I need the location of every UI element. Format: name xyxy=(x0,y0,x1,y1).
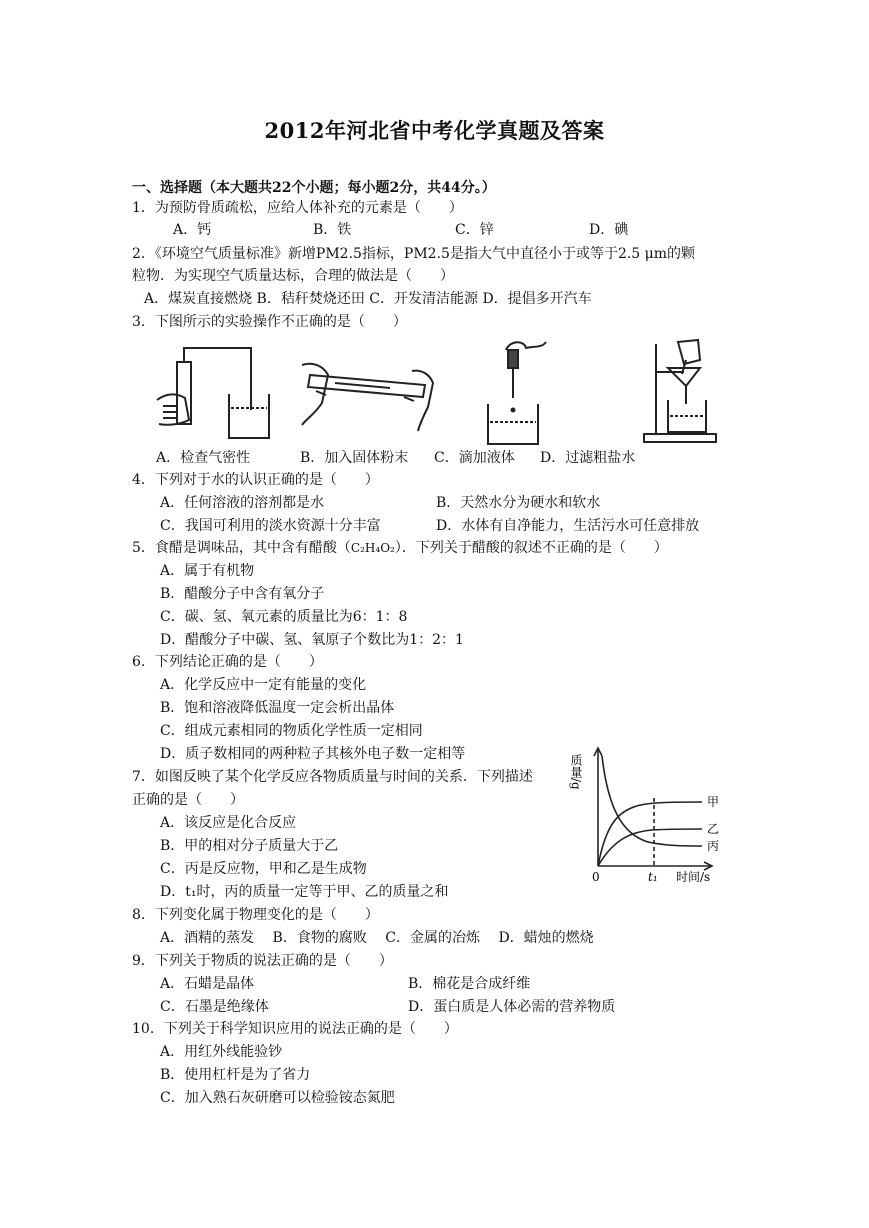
q5-stem-pre: 5．食醋是调味品，其中含有醋酸（ xyxy=(132,540,351,556)
q7-option-c: C．丙是反应物，甲和乙是生成物 xyxy=(160,861,367,877)
q5-stem xyxy=(132,538,668,558)
q5-option-a: A．属于有机物 xyxy=(160,563,255,579)
q5-formula: C₂H₄O₂ xyxy=(350,541,395,555)
filtration-figure xyxy=(640,338,730,446)
q10-option-a: A．用红外线能验钞 xyxy=(160,1044,283,1060)
q6-option-c: C．组成元素相同的物质化学性质一定相同 xyxy=(160,723,423,739)
q1-option-a: A．钙 xyxy=(173,222,212,238)
q9-option-b: B．棉花是合成纤维 xyxy=(408,976,531,992)
add-solid-powder-figure xyxy=(300,355,435,435)
q2-options: A．煤炭直接燃烧 B．秸秆焚烧还田 C．开发清洁能源 D．提倡多开汽车 xyxy=(144,291,592,307)
graph-origin: 0 xyxy=(592,870,600,884)
q2-stem-line2: 粒物．为实现空气质量达标，合理的做法是（ ） xyxy=(132,268,454,284)
q6-stem: 6．下列结论正确的是（ ） xyxy=(132,654,323,670)
q3-option-d: D．过滤粗盐水 xyxy=(540,450,636,466)
series-jia-label: 甲 xyxy=(707,795,720,809)
q10-stem: 10．下列关于科学知识应用的说法正确的是（ ） xyxy=(132,1021,458,1037)
q5-option-c: C．碳、氢、氧元素的质量比为6：1：8 xyxy=(160,609,408,625)
mass-time-graph xyxy=(569,738,732,890)
q7-stem-line1: 7．如图反映了某个化学反应各物质质量与时间的关系．下列描述 xyxy=(132,769,533,785)
q5-option-d: D．醋酸分子中碳、氢、氧原子个数比为1：2：1 xyxy=(160,632,464,648)
q3-option-c: C．滴加液体 xyxy=(434,450,515,466)
q1-option-d: D．碘 xyxy=(589,222,629,238)
graph-ylabel: 质量/g xyxy=(569,754,583,790)
q6-option-d: D．质子数相同的两种粒子其核外电子数一定相等 xyxy=(160,746,466,762)
q7-option-d: D．t₁时，丙的质量一定等于甲、乙的质量之和 xyxy=(160,884,449,900)
page-title: 2012年河北省中考化学真题及答案 xyxy=(264,118,605,143)
series-yi-label: 乙 xyxy=(707,822,720,836)
q10-option-c: C．加入熟石灰研磨可以检验铵态氮肥 xyxy=(160,1090,395,1106)
q9-option-a: A．石蜡是晶体 xyxy=(160,976,255,992)
q4-option-a: A．任何溶液的溶剂都是水 xyxy=(160,495,325,511)
graph-xlabel: 时间/s xyxy=(676,870,711,884)
q3-stem: 3．下图所示的实验操作不正确的是（ ） xyxy=(132,314,407,330)
section-heading: 一、选择题（本大题共22个小题；每小题2分，共44分。） xyxy=(132,180,496,196)
q5-stem-post: ）．下列关于醋酸的叙述不正确的是（ ） xyxy=(394,540,668,556)
q8-stem: 8．下列变化属于物理变化的是（ ） xyxy=(132,907,379,923)
q9-option-d: D．蛋白质是人体必需的营养物质 xyxy=(408,999,616,1015)
q7-option-b: B．甲的相对分子质量大于乙 xyxy=(160,838,339,854)
q8-options: A．酒精的蒸发 B．食物的腐败 C．金属的冶炼 D．蜡烛的燃烧 xyxy=(160,930,594,946)
q7-stem-line2: 正确的是（ ） xyxy=(132,792,244,808)
q4-option-c: C．我国可利用的淡水资源十分丰富 xyxy=(160,518,381,534)
q4-stem: 4．下列对于水的认识正确的是（ ） xyxy=(132,472,379,488)
graph-t1-label: t₁ xyxy=(648,870,658,884)
q5-option-b: B．醋酸分子中含有氧分子 xyxy=(160,586,325,602)
q1-stem: 1．为预防骨质疏松，应给人体补充的元素是（ ） xyxy=(132,200,463,216)
q10-option-b: B．使用杠杆是为了省力 xyxy=(160,1067,311,1083)
q7-option-a: A．该反应是化合反应 xyxy=(160,815,297,831)
q6-option-b: B．饱和溶液降低温度一定会析出晶体 xyxy=(160,700,395,716)
q9-stem: 9．下列关于物质的说法正确的是（ ） xyxy=(132,953,393,969)
airtightness-check-figure xyxy=(155,340,275,445)
q9-option-c: C．石墨是绝缘体 xyxy=(160,999,269,1015)
q6-option-a: A．化学反应中一定有能量的变化 xyxy=(160,677,367,693)
q1-option-c: C．锌 xyxy=(455,222,494,238)
series-yi-line xyxy=(598,829,702,866)
series-bing-line xyxy=(602,756,702,846)
q3-option-a: A．检查气密性 xyxy=(156,450,251,466)
q1-option-b: B．铁 xyxy=(313,222,352,238)
series-bing-label: 丙 xyxy=(707,839,720,853)
q3-option-b: B．加入固体粉末 xyxy=(300,450,409,466)
q2-stem-line1: 2．《环境空气质量标准》新增PM2.5指标，PM2.5是指大气中直径小于或等于2.5 μm的颗 xyxy=(132,246,696,262)
q4-option-d: D．水体有自净能力，生活污水可任意排放 xyxy=(436,518,700,534)
drip-liquid-figure xyxy=(480,338,550,448)
q4-option-b: B．天然水分为硬水和软水 xyxy=(436,495,601,511)
series-jia-line xyxy=(598,802,702,866)
